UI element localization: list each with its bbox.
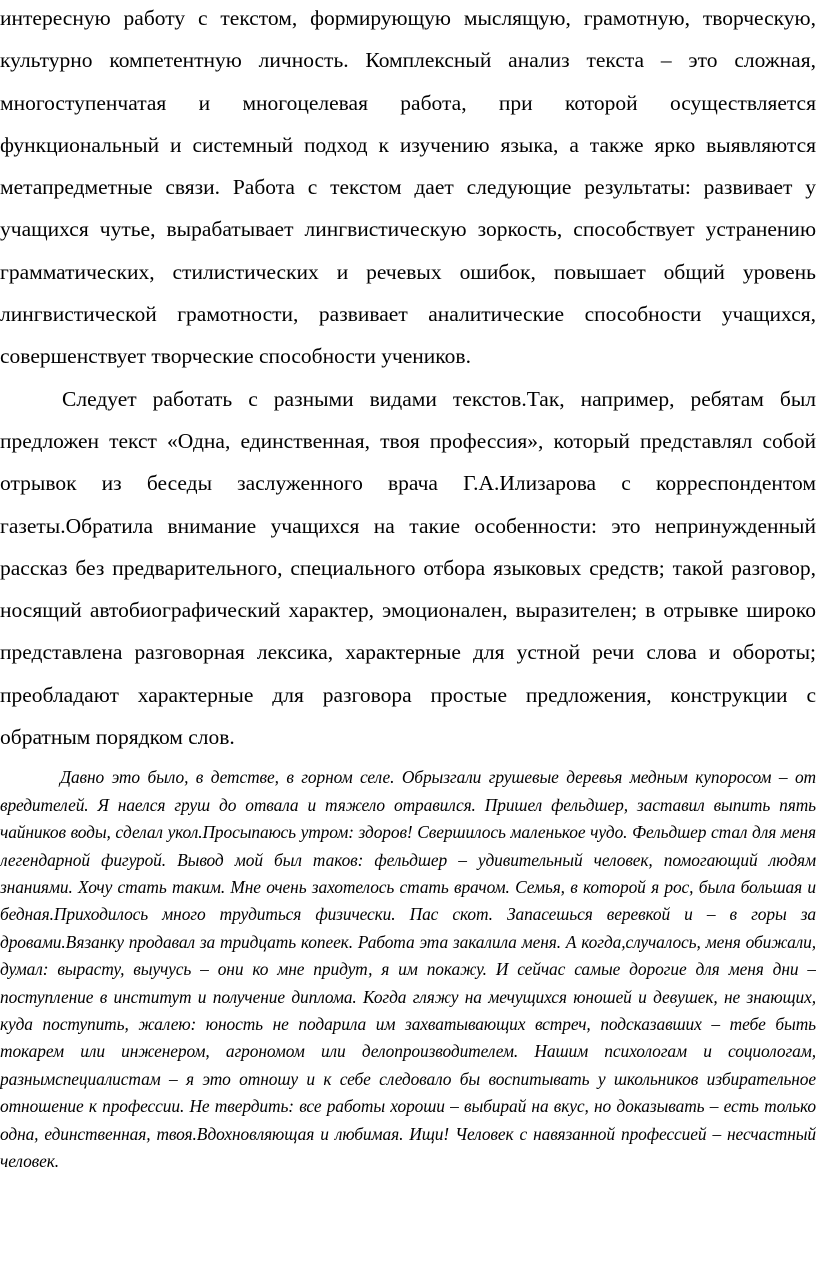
quote-block: Давно это было, в детстве, в горном селе. Обрызгали грушевые деревья медным купоросом – от вредителей. Я наелся груш до отвала и тяжело отравился. Пришел фельдшер, заставил выпить пять чайников воды, сделал укол.Просыпаюсь утром: здоров! Свершилось маленькое чудо. Фельдшер стал для меня легендарной фигурой. Вывод мой был таков: фельдшер – удивительный человек, помогающий людям знаниями. Хочу стать таким. Мне очень захотелось стать врачом. Семья, в которой я рос, была большая и бедная.Приходилось много трудиться физически. Пас скот. Запасешься веревкой и – в горы за дровами.Вязанку продавал за тридцать копеек. Работа эта закалила меня. А когда,случалось, меня обижали, думал: вырасту, выучусь – они ко мне придут, я им покажу. И сейчас самые дорогие для меня дни – поступление в институт и получение диплома. Когда гляжу на мечущихся юношей и девушек, не знающих, куда поступить, жалею: юность не подарила им захватывающих встреч, подсказавших – тебе быть токарем или инженером, агрономом или делопроизводителем. Нашим психологам и социологам, разнымспециалистам – я это отношу и к себе следовало бы воспитывать у школьников избирательное отношение к профессии. Не твердить: все работы хороши – выбирай на вкус, но доказывать – есть только одна, единственная, твоя.Вдохновляющая и любимая. Ищи! Человек с навязанной профессией – несчастный человек. (0, 767, 816, 1172)
paragraph-1: интересную работу с текстом, формирующую мыслящую, грамотную, творческую, культурно компетентную личность. Комплексный анализ текста – это сложная, многоступенчатая и многоцелевая работа, при которой осуществляется функциональный и системный подход к изучению языка, а также ярко выявляются метапредметные связи. Работа с текстом дает следующие результаты: развивает у учащихся чутье, вырабатывает лингвистическую зоркость, способствует устранению грамматических, стилистических и речевых ошибок, повышает общий уровень лингвистической грамотности, развивает аналитические способности учащихся, совершенствует творческие способности учеников. (0, 6, 816, 369)
paragraph-2: Следует работать с разными видами текстов.Так, например, ребятам был предложен текст «Одна, единственная, твоя профессия», который представлял собой отрывок из беседы заслуженного врача Г.А.Илизарова с корреспондентом газеты.Обратила внимание учащихся на такие особенности: это непринужденный рассказ без предварительного, специального отбора языковых средств; такой разговор, носящий автобиографический характер, эмоционален, выразителен; в отрывке широко представлена разговорная лексика, характерные для устной речи слова и обороты; преобладают характерные для разговора простые предложения, конструкции с обратным порядком слов. (0, 386, 816, 750)
